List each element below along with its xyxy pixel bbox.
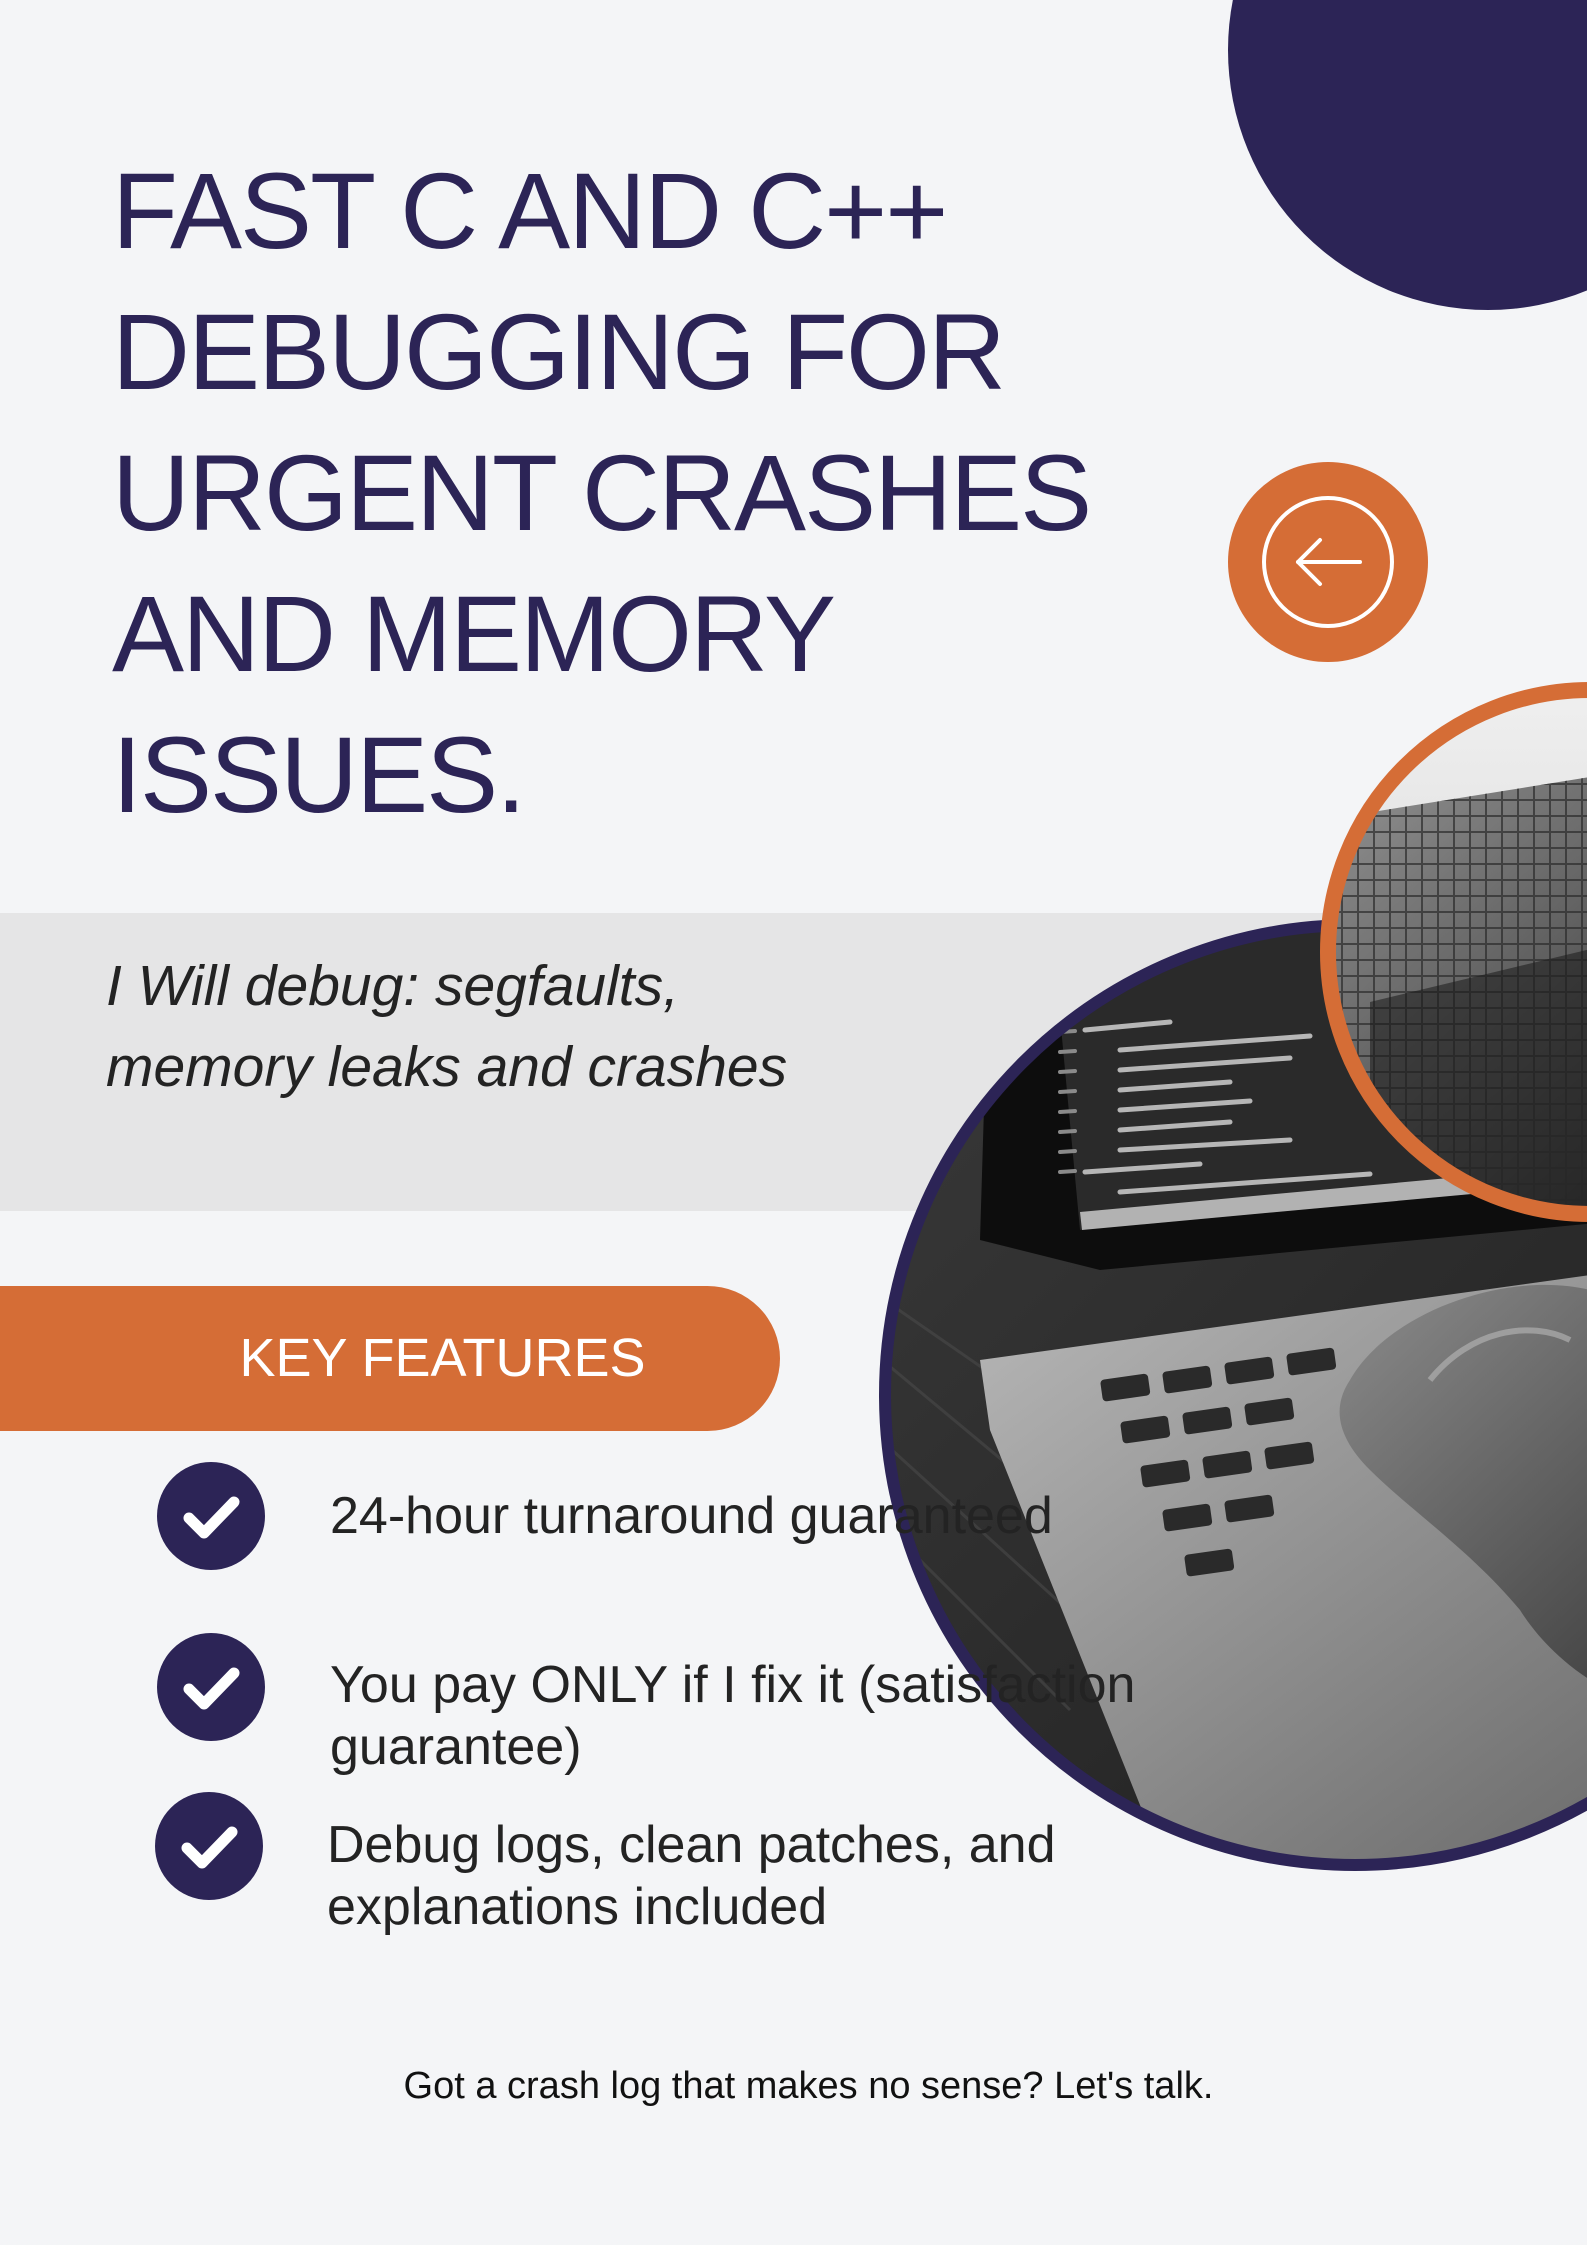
- key-features-heading: KEY FEATURES: [239, 1328, 646, 1388]
- feature-text: Debug logs, clean patches, and explanations included: [327, 1816, 1056, 1936]
- back-button[interactable]: [1228, 462, 1428, 662]
- footer-text: Got a crash log that makes no sense? Let's talk.: [403, 2065, 1214, 2107]
- decorative-circle: [1228, 0, 1587, 310]
- page-title: FAST C AND C++ DEBUGGING FOR URGENT CRASHES AND MEMORY ISSUES.: [112, 150, 1091, 835]
- check-icon: [157, 1633, 265, 1741]
- check-icon: [157, 1462, 265, 1570]
- arrow-left-icon: [1228, 462, 1428, 662]
- key-features-banner: [0, 1286, 780, 1431]
- feature-text: 24-hour turnaround guaranteed: [330, 1487, 1053, 1545]
- check-icon: [155, 1792, 263, 1900]
- subtitle: I Will debug: segfaults, memory leaks and crashes: [106, 954, 788, 1099]
- building-photo: [1310, 672, 1587, 1232]
- feature-text: You pay ONLY if I fix it (satisfaction guarantee): [330, 1656, 1136, 1776]
